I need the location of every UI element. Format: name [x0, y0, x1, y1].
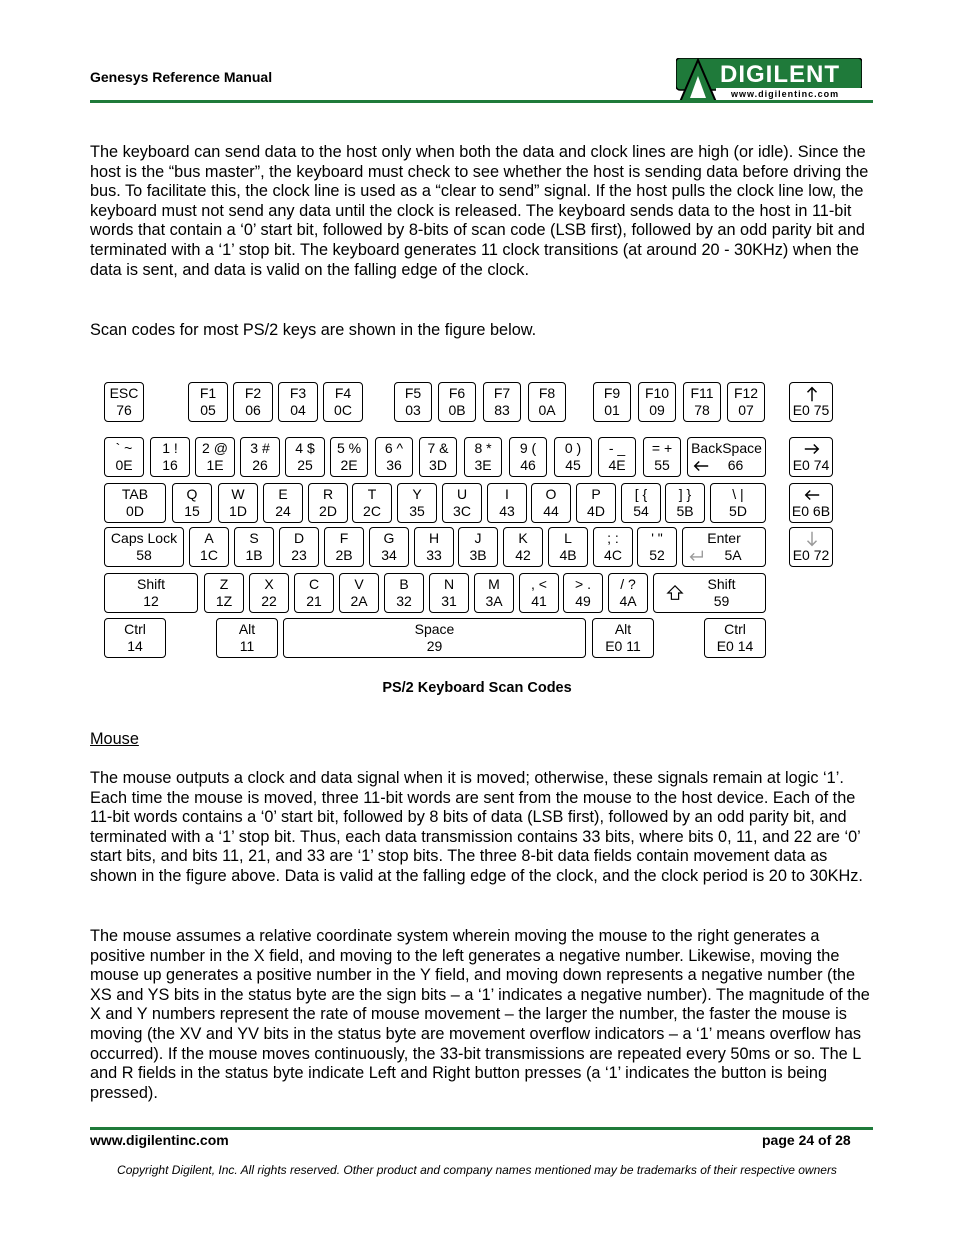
key-label: R [322, 486, 334, 502]
key-label: P [591, 486, 601, 502]
key-o [531, 483, 571, 523]
key-l [548, 527, 588, 567]
key-scan-code: E0 6B [791, 503, 831, 519]
key-scan-code: 3C [453, 503, 471, 519]
key-label: 9 ( [519, 440, 537, 456]
key-5 [330, 437, 368, 477]
copyright-notice: Copyright Digilent, Inc. All rights reserved. Other product and company names mentioned may be trademarks of their respective owners [117, 1163, 837, 1177]
key-lalt [216, 618, 278, 658]
arrow-up-icon [803, 385, 821, 403]
key-label: Ctrl [724, 621, 746, 637]
key-rbracket [665, 483, 705, 523]
paragraph-keyboard-protocol: The keyboard can send data to the host only when both the data and clock lines are high (or idle). Since the host is the “bus master”, the keyboard must check to see whether the host is sending data before driving the bus. To facilitate this, the clock line is used as a “clear to send” signal. If the host pulls the clock line low, the keyboard must not send any data until the clock is released. The keyboard sends data to the host in 11-bit words that contain a ‘0’ start bit, followed by 8-bits of scan code (LSB first), followed by an odd parity bit and terminated with a ‘1’ stop bit. The keyboard generates 11 clock transitions (at around 20 - 30KHz) when the data is sent, and data is valid on the falling edge of the clock. [90, 143, 869, 279]
key-label: - _ [608, 440, 626, 456]
key-scan-code: E0 14 [716, 638, 754, 654]
key-label: 4 $ [295, 440, 315, 456]
key-f5 [394, 382, 432, 422]
key-scan-code: 15 [184, 503, 200, 519]
key-scan-code: 2B [335, 547, 353, 563]
key-scan-code: 78 [694, 402, 710, 418]
key-ralt [592, 618, 654, 658]
key-scan-code: 45 [565, 457, 581, 473]
key-7 [419, 437, 457, 477]
key-comma [519, 573, 559, 613]
key-scan-code: 31 [441, 593, 457, 609]
key-f7 [483, 382, 521, 422]
key-scan-code: 2A [350, 593, 368, 609]
footer-url: www.digilentinc.com [90, 1132, 229, 1148]
key-e [263, 483, 303, 523]
key-space [283, 618, 586, 658]
arrow-left-icon [803, 486, 821, 504]
key-label: ] } [678, 486, 692, 502]
key-scan-code: 1E [206, 457, 224, 473]
key-scan-code: 09 [649, 402, 665, 418]
key-c [294, 573, 334, 613]
key-6 [375, 437, 413, 477]
document-header-title: Genesys Reference Manual [90, 69, 273, 85]
key-f6 [438, 382, 476, 422]
paragraph-mouse-coordinates: The mouse assumes a relative coordinate system wherein moving the mouse to the right generates a positive number in the X field, and moving to the left generates a negative number. Likewise, moving the mouse up generates a positive number in the Y field, and moving down represents a negative number (the XS and YS bits in the status byte are the sign bits – a ‘1’ indicates a negative number). The magnitude of the X and Y numbers represent the rate of mouse movement – the larger the number, the faster the mouse is moving (the XV and YV bits in the status byte are movement overflow indicators – a ‘1’ means overflow has occurred). If the mouse moves continuously, the 33-bit transmissions are repeated every 50ms or so. The L and R fields in the status byte indicate Left and Right button presses (a ‘1’ indicates the button is being pressed). [90, 927, 870, 1102]
key-h [414, 527, 454, 567]
key-scan-code: 2D [319, 503, 337, 519]
key-scan-code: 35 [409, 503, 425, 519]
key-scan-code: 1C [200, 547, 218, 563]
key-scan-code: 3B [469, 547, 487, 563]
key-f3 [278, 382, 318, 422]
key-scan-code: 0A [538, 402, 556, 418]
key-quote [637, 527, 677, 567]
key-scan-code: 4C [604, 547, 622, 563]
key-label: V [354, 576, 364, 592]
key-scan-code: 32 [396, 593, 412, 609]
key-f1 [188, 382, 228, 422]
key-label: F11 [690, 385, 714, 401]
key-y [397, 483, 437, 523]
key-scan-code: 4E [608, 457, 626, 473]
key-label: F1 [199, 385, 217, 401]
key-scan-code: 76 [116, 402, 132, 418]
key-label: B [399, 576, 409, 592]
key-scan-code: 2E [340, 457, 358, 473]
key-scan-code: 14 [127, 638, 143, 654]
key-f11 [683, 382, 721, 422]
paragraph-scan-codes-intro: Scan codes for most PS/2 keys are shown in the figure below. [90, 321, 537, 339]
key-scan-code: 34 [381, 547, 397, 563]
key-scan-code: 07 [738, 402, 754, 418]
backspace-arrow-icon [692, 457, 710, 475]
key-label: N [443, 576, 455, 592]
key-scan-code: 52 [649, 547, 665, 563]
key-p [576, 483, 616, 523]
key-label: F12 [733, 385, 759, 401]
key-v [339, 573, 379, 613]
key-label: Q [186, 486, 198, 502]
key-scan-code: 0E [115, 457, 133, 473]
key-backslash [710, 483, 766, 523]
key-label: TAB [121, 486, 149, 502]
key-label: L [564, 530, 572, 546]
key-scan-code: 04 [290, 402, 306, 418]
key-scan-code: E0 74 [792, 457, 830, 473]
key-semicolon [593, 527, 633, 567]
key-scan-code: 0B [448, 402, 466, 418]
key-f9 [593, 382, 631, 422]
key-scan-code: 3E [474, 457, 492, 473]
arrow-down-icon [803, 530, 821, 548]
key-label: Space [414, 621, 455, 637]
key-1 [150, 437, 190, 477]
key-label: C [308, 576, 320, 592]
key-label: ` ~ [115, 440, 133, 456]
key-label: S [249, 530, 259, 546]
key-label: ; : [607, 530, 619, 546]
key-d [279, 527, 319, 567]
key-lctrl [104, 618, 166, 658]
key-lbracket [621, 483, 661, 523]
key-label: Z [219, 576, 229, 592]
key-z [204, 573, 244, 613]
key-n [429, 573, 469, 613]
key-f10 [638, 382, 676, 422]
key-scan-code: E0 75 [792, 402, 830, 418]
key-scan-code: 59 [713, 593, 730, 609]
key-4 [285, 437, 325, 477]
key-esc [104, 382, 144, 422]
key-scan-code: 1D [229, 503, 247, 519]
key-k [503, 527, 543, 567]
key-label: F6 [448, 385, 466, 401]
arrow-right-icon [803, 440, 821, 458]
key-f12 [727, 382, 765, 422]
key-scan-code: 21 [306, 593, 322, 609]
key-label: Enter [707, 530, 741, 546]
key-scan-code: 29 [426, 638, 443, 654]
key-scan-code: 2C [363, 503, 381, 519]
key-scan-code: 4D [587, 503, 605, 519]
key-f [324, 527, 364, 567]
key-backtick [104, 437, 144, 477]
key-label: F3 [289, 385, 307, 401]
key-label: 8 * [474, 440, 492, 456]
key-label: I [505, 486, 509, 502]
key-scan-code: 42 [515, 547, 531, 563]
key-scan-code: 4A [619, 593, 637, 609]
key-rctrl [704, 618, 766, 658]
key-label: Alt [614, 621, 632, 637]
key-label: 3 # [250, 440, 270, 456]
key-label: , < [531, 576, 547, 592]
key-label: 5 % [336, 440, 362, 456]
key-9 [509, 437, 547, 477]
key-label: F8 [538, 385, 556, 401]
key-arrow-up [789, 382, 833, 422]
key-label: Ctrl [124, 621, 146, 637]
key-label: W [231, 486, 245, 502]
key-label: Shift [707, 576, 736, 592]
key-label: T [367, 486, 377, 502]
key-label: ' " [651, 530, 663, 546]
key-capslock [104, 527, 184, 567]
key-label: = + [651, 440, 673, 456]
key-2 [195, 437, 235, 477]
key-label: G [383, 530, 395, 546]
key-arrow-down [789, 527, 833, 567]
key-scan-code: E0 11 [605, 638, 641, 654]
key-label: A [204, 530, 214, 546]
key-label: F5 [404, 385, 422, 401]
key-scan-code: 26 [252, 457, 268, 473]
key-label: F9 [603, 385, 621, 401]
key-r [308, 483, 348, 523]
key-label: O [545, 486, 557, 502]
key-scan-code: 44 [543, 503, 559, 519]
mouse-section-heading: Mouse [90, 730, 139, 748]
key-label: 6 ^ [384, 440, 404, 456]
key-scan-code: 4B [559, 547, 577, 563]
key-scan-code: 33 [426, 547, 442, 563]
logo-wordmark: DIGILENT [720, 61, 840, 88]
key-j [458, 527, 498, 567]
key-scan-code: 0D [126, 503, 144, 519]
key-b [384, 573, 424, 613]
key-scan-code: 0C [334, 402, 352, 418]
key-i [487, 483, 527, 523]
key-label: J [474, 530, 482, 546]
key-g [369, 527, 409, 567]
key-label: > . [575, 576, 591, 592]
key-label: / ? [620, 576, 636, 592]
key-slash [608, 573, 648, 613]
key-u [442, 483, 482, 523]
key-label: Y [412, 486, 422, 502]
key-label: 2 @ [202, 440, 228, 456]
key-label: F4 [334, 385, 352, 401]
key-scan-code: 05 [200, 402, 216, 418]
key-label: E [278, 486, 288, 502]
key-label: 0 ) [564, 440, 582, 456]
key-scan-code: 3A [485, 593, 503, 609]
key-3 [240, 437, 280, 477]
key-label: 1 ! [162, 440, 178, 456]
key-scan-code: 54 [633, 503, 649, 519]
key-scan-code: 1B [245, 547, 263, 563]
page-number: page 24 of 28 [762, 1132, 851, 1148]
key-scan-code: 5D [729, 503, 747, 519]
key-f4 [323, 382, 363, 422]
key-label: Shift [136, 576, 165, 592]
enter-arrow-icon [687, 547, 705, 565]
key-t [352, 483, 392, 523]
key-label: F7 [493, 385, 511, 401]
key-label: Alt [238, 621, 256, 637]
shift-arrow-icon [666, 584, 684, 602]
key-label: 7 & [427, 440, 449, 456]
key-0 [554, 437, 592, 477]
key-arrow-left [789, 483, 833, 523]
key-label: Caps Lock [110, 530, 178, 546]
key-label: U [456, 486, 468, 502]
key-scan-code: E0 72 [792, 547, 830, 563]
figure-caption: PS/2 Keyboard Scan Codes [382, 680, 572, 696]
key-label: X [264, 576, 274, 592]
paragraph-mouse-output: The mouse outputs a clock and data signal when it is moved; otherwise, these signals remain at logic ‘1’. Each time the mouse is moved, three 11-bit words are sent from the mouse to the host device. Each of the 11-bit words contains a ‘0’ start bit, followed by 8 bits of data (LSB first), followed by an odd parity bit, and terminated with a ‘1’ stop bit. Thus, each data transmission contains 33 bits, where bits 0, 11, and 22 are ‘0’ start bits, and bits 11, 21, and 33 are ‘1’ stop bits. The three 8-bit data fields contain movement data as shown in the figure above. Data is valid at the falling edge of the clock, and the clock period is 20 to 30KHz. [90, 769, 863, 885]
key-label: K [518, 530, 528, 546]
key-minus [598, 437, 636, 477]
key-label: F10 [644, 385, 670, 401]
footer-rule [90, 1127, 873, 1130]
key-label: H [428, 530, 440, 546]
key-label: \ | [732, 486, 744, 502]
key-rshift [653, 573, 766, 613]
key-scan-code: 46 [520, 457, 536, 473]
key-scan-code: 3D [429, 457, 447, 473]
key-backspace [687, 437, 766, 477]
key-lshift [104, 573, 198, 613]
key-period [563, 573, 603, 613]
key-label: M [488, 576, 500, 592]
key-scan-code: 22 [261, 593, 277, 609]
key-label: ESC [109, 385, 139, 401]
key-enter [682, 527, 766, 567]
key-8 [464, 437, 502, 477]
key-label: D [293, 530, 305, 546]
key-s [234, 527, 274, 567]
key-scan-code: 5B [676, 503, 694, 519]
key-scan-code: 49 [575, 593, 591, 609]
key-a [189, 527, 229, 567]
key-scan-code: 1Z [215, 593, 233, 609]
key-q [172, 483, 212, 523]
key-scan-code: 16 [162, 457, 178, 473]
key-scan-code: 55 [654, 457, 670, 473]
key-scan-code: 36 [386, 457, 402, 473]
key-scan-code: 66 [727, 457, 744, 473]
key-tab [104, 483, 166, 523]
key-scan-code: 11 [239, 638, 255, 654]
key-scan-code: 58 [136, 547, 152, 563]
key-scan-code: 43 [499, 503, 515, 519]
key-scan-code: 41 [531, 593, 547, 609]
key-w [218, 483, 258, 523]
key-label: BackSpace [691, 440, 762, 456]
key-f8 [528, 382, 566, 422]
key-scan-code: 5A [724, 547, 742, 563]
key-arrow-right [789, 437, 833, 477]
key-scan-code: 01 [604, 402, 620, 418]
key-scan-code: 25 [297, 457, 313, 473]
key-equals [643, 437, 681, 477]
key-scan-code: 24 [275, 503, 291, 519]
key-scan-code: 06 [245, 402, 261, 418]
key-label: F [339, 530, 349, 546]
key-f2 [233, 382, 273, 422]
key-scan-code: 03 [405, 402, 421, 418]
logo-url: www.digilentinc.com [731, 89, 840, 99]
key-label: [ { [634, 486, 648, 502]
key-m [474, 573, 514, 613]
key-x [249, 573, 289, 613]
key-scan-code: 12 [143, 593, 159, 609]
key-scan-code: 83 [494, 402, 510, 418]
key-scan-code: 23 [291, 547, 307, 563]
key-label: F2 [244, 385, 262, 401]
